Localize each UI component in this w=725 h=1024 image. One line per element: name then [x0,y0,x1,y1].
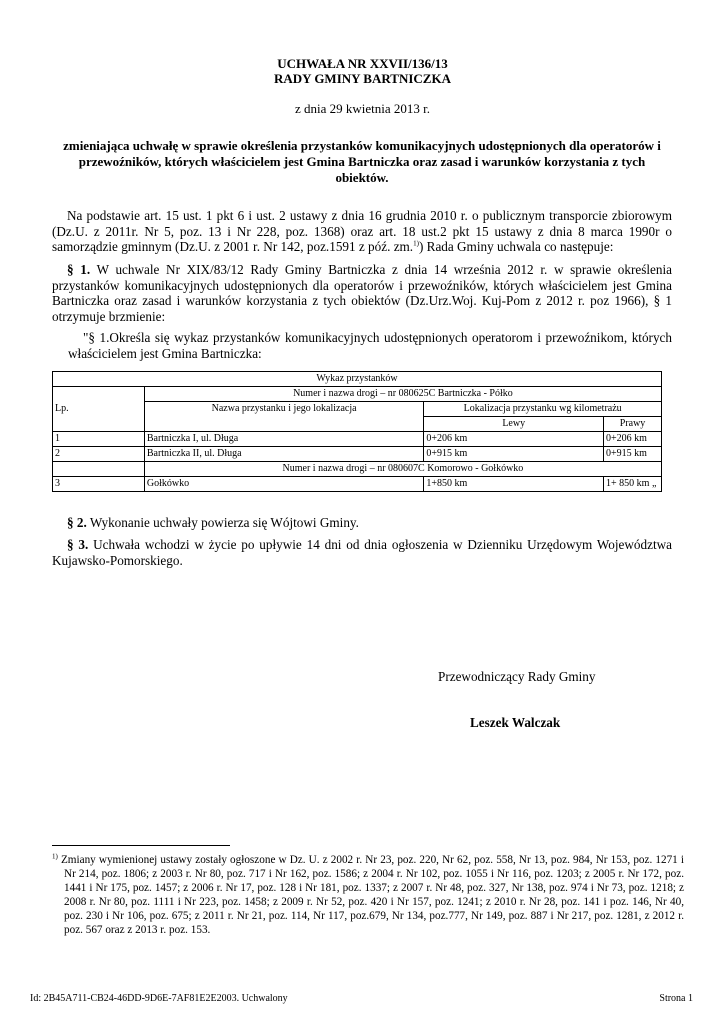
table-row [53,447,662,462]
footnote-reference: 1) [413,239,419,248]
cell-lp: 1 [53,432,145,447]
table-header-row [53,387,662,402]
col-header-name: Nazwa przystanku i jego lokalizacja [144,402,424,432]
table-row [53,432,662,447]
road-1-header: Numer i nazwa drogi – nr 080625C Bartniczka - Półko [144,387,661,402]
col-header-km: Lokalizacja przystanku wg kilometrażu [424,402,662,417]
title-line-1: UCHWAŁA NR XXVII/136/13 [277,56,448,71]
cell-left: 0+206 km [424,432,604,447]
col-header-right: Prawy [604,417,662,432]
footnote-text: Zmiany wymienionej ustawy zostały ogłoszone w Dz. U. z 2002 r. Nr 23, poz. 220, Nr 62, poz. 558, Nr 13, poz. 984, Nr 153, poz. 1271 i Nr 214, poz. 1806; z 2003 r. Nr 80, poz. 717 i Nr 162, poz. 1586; z 2004 r. Nr 102, poz. 1055 i Nr 116, poz. 1203; z 2005 r. Nr 172, poz. 1441 i Nr 175, poz. 1457; z 2006 r. Nr 17, poz. 128 i Nr 181, poz. 1337; z 2007 r. Nr 48, poz. 327, Nr 138, poz. 974 i Nr 73, poz. 1218; z 2008 r. Nr 80, poz. 1111 i Nr 223, poz. 1458; z 2009 r. Nr 52, poz. 420 i Nr 157, poz. 1241; z 2010 r. Nr 28, poz. 141 i poz. 146, Nr 40, poz. 230 i Nr 106, poz. 675; z 2011 r. Nr 21, poz. 114, Nr 117, poz.679, Nr 134, poz.777, Nr 149, poz. 887 i Nr 217, poz. 1281, z 2012 r. poz. 567 oraz z 2013 r. poz. 153. [57,854,684,936]
cell-empty [53,462,145,477]
document-date: z dnia 29 kwietnia 2013 r. [294,101,431,116]
table-header-row-2 [53,402,662,417]
paragraph-3-label: § 3. [67,537,89,552]
signature-role: Przewodniczący Rady Gminy [438,669,596,684]
cell-name: Bartniczka II, ul. Długa [144,447,424,462]
cell-name: Gołkówko [144,477,424,492]
footnote-separator [52,845,230,846]
paragraph-2 [52,515,672,531]
cell-right: 0+915 km [604,447,662,462]
preamble-text: Na podstawie art. 15 ust. 1 pkt 6 i ust. 2 ustawy z dnia 16 grudnia 2010 r. o publicznym transporcie zbiorowym (Dz.U. z 2011r. Nr 5, poz. 13 i Nr 228, poz. 1368) oraz art. 18 ust.2 pkt 15 ustawy z dnia 8 marca 1990r o samorządzie gminnym (Dz.U. z 2001 r. Nr 142, poz.1591 z póź. zm. [52,208,672,254]
footer-document-id: Id: 2B45A711-CB24-46DD-9D6E-7AF81E2E2003. Uchwalony [30,993,288,1004]
table-row [53,477,662,492]
paragraph-3 [52,537,672,568]
cell-lp: 2 [53,447,145,462]
road-2-row [53,462,662,477]
paragraph-1-text: W uchwale Nr XIX/83/12 Rady Gminy Bartniczka z dnia 14 września 2012 r. w sprawie określenia przystanków komunikacyjnych udostępnionych dla operatorów i przewoźników, których właścicielem jest Gmina Bartniczka oraz zasad i warunków korzystania z tych obiektów (Dz.Urz.Woj. Kuj-Pom z 2012 r. poz 1966), § 1 otrzymuje brzmienie: [52,262,672,324]
cell-right: 1+ 850 km „ [604,477,662,492]
paragraph-2-text: Wykonanie uchwały powierza się Wójtowi Gminy. [86,515,359,530]
document-subject: zmieniająca uchwałę w sprawie określenia przystanków komunikacyjnych udostępnionych dla operatorów i przewoźników, których właścicielem jest Gmina Bartniczka oraz zasad i warunków korzystania z tych obiektów. [63,138,661,185]
footer-page-number: Strona 1 [659,993,693,1004]
paragraph-3-text: Uchwała wchodzi w życie po upływie 14 dni od dnia ogłoszenia w Dzienniku Urzędowym Województwa Kujawsko-Pomorskiego. [52,537,673,568]
col-header-lp: Lp. [53,387,145,432]
preamble [52,208,672,255]
col-header-left: Lewy [424,417,604,432]
stops-table [52,371,662,492]
cell-left: 1+850 km [424,477,604,492]
cell-right: 0+206 km [604,432,662,447]
table-caption: Wykaz przystanków [53,372,662,387]
road-2-header: Numer i nazwa drogi – nr 080607C Komorowo - Gołkówko [144,462,661,477]
document-title [0,56,725,86]
cell-name: Bartniczka I, ul. Długa [144,432,424,447]
paragraph-1-label: § 1. [67,262,91,277]
cell-left: 0+915 km [424,447,604,462]
paragraph-1 [52,262,672,324]
cell-lp: 3 [53,477,145,492]
paragraph-2-label: § 2. [67,515,87,530]
signature-name: Leszek Walczak [470,715,561,730]
table-caption-row [53,372,662,387]
footnote-marker: 1) [52,852,58,861]
footnote [52,853,684,937]
preamble-end: ) Rada Gminy uchwala co następuje: [418,239,614,254]
title-line-2: RADY GMINY BARTNICZKA [274,71,451,86]
paragraph-1-quote: "§ 1.Określa się wykaz przystanków komunikacyjnych udostępnionych operatorom i przewoźnikom, których właścicielem jest Gmina Bartniczka: [68,330,672,361]
